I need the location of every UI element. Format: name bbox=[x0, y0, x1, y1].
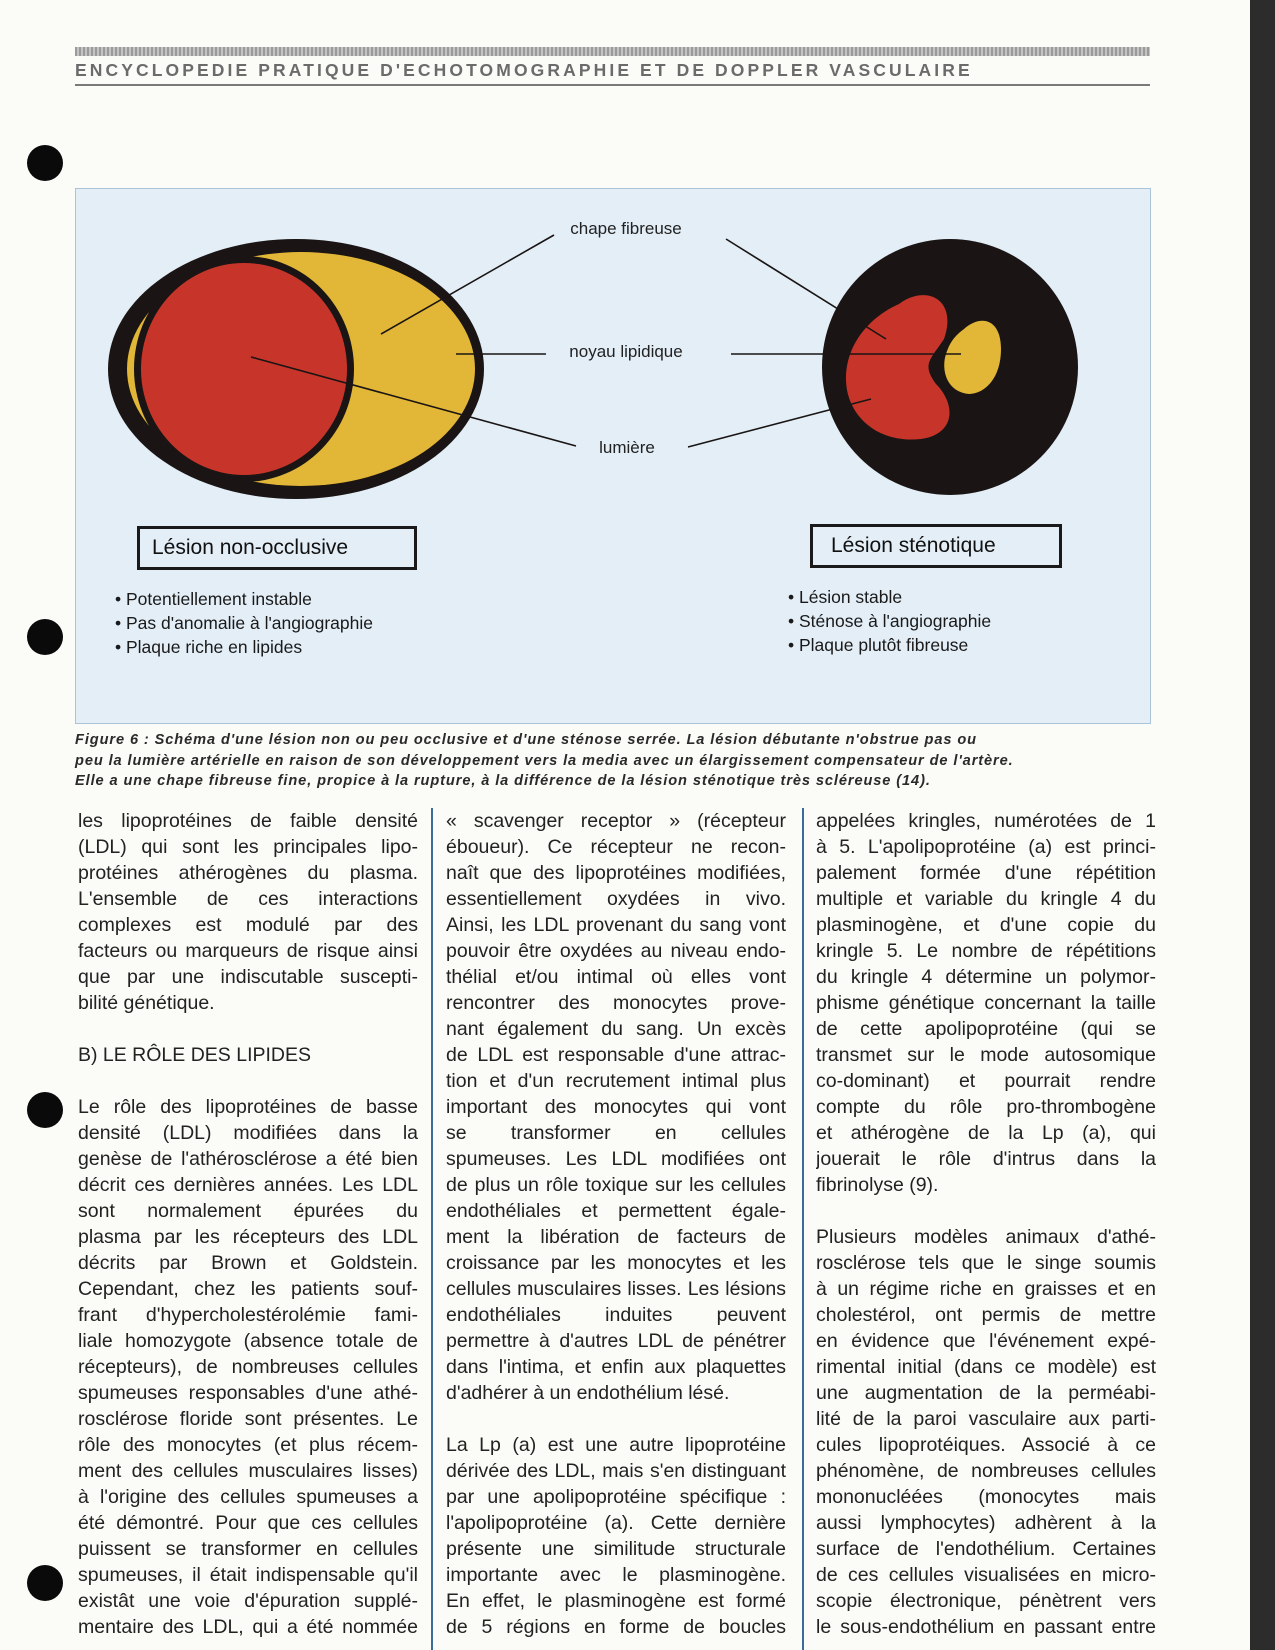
text-line: endothéliales induites peuvent bbox=[446, 1304, 786, 1326]
text-line: mononucléées (monocytes mais bbox=[816, 1486, 1156, 1508]
text-line: multiple et variable du kringle 4 du bbox=[816, 888, 1156, 910]
text-line: Ainsi, les LDL provenant du sang vont bbox=[446, 914, 786, 936]
text-line: décrit ces dernières années. Les LDL bbox=[78, 1174, 418, 1196]
text-line: palement formée d'une répétition bbox=[816, 862, 1156, 884]
text-line: se transformer en cellules bbox=[446, 1122, 786, 1144]
caption-line: Elle a une chape fibreuse fine, propice à la rupture, à la différence de la lésion sténotique très scléreuse (14). bbox=[75, 773, 931, 789]
text-line: rôle des monocytes (et plus récem- bbox=[78, 1434, 418, 1456]
text-line: plasma par les récepteurs des LDL bbox=[78, 1226, 418, 1248]
column-divider bbox=[802, 808, 804, 1650]
text-line: fibrinolyse (9). bbox=[816, 1174, 939, 1196]
text-line: endothéliales et permettent égale- bbox=[446, 1200, 786, 1222]
text-line: appelées kringles, numérotées de 1 bbox=[816, 810, 1156, 832]
text-line: thélial et/ou intimal où elles vont bbox=[446, 966, 786, 988]
text-line: du kringle 4 détermine un polymor- bbox=[816, 966, 1156, 988]
text-line: mentaire des LDL, qui a été nommée bbox=[78, 1616, 418, 1638]
text-column-2 bbox=[446, 808, 786, 1650]
text-line: frant d'hypercholestérolémie fami- bbox=[78, 1304, 418, 1326]
paragraph-gap bbox=[816, 1198, 1156, 1224]
text-line: protéines athérogènes du plasma. bbox=[78, 862, 418, 884]
running-header: ENCYCLOPEDIE PRATIQUE D'ECHOTOMOGRAPHIE ET DE DOPPLER VASCULAIRE bbox=[75, 60, 973, 80]
text-line: transmet sur le mode autosomique bbox=[816, 1044, 1156, 1066]
paragraph-gap bbox=[78, 1016, 418, 1042]
text-line: de plus un rôle toxique sur les cellules bbox=[446, 1174, 786, 1196]
text-line: que par une indiscutable suscepti- bbox=[78, 966, 418, 988]
text-line: Plusieurs modèles animaux d'athé- bbox=[816, 1226, 1156, 1248]
text-line: tion et d'un recrutement intimal plus bbox=[446, 1070, 786, 1092]
text-line: cholestérol, ont permis de mettre bbox=[816, 1304, 1156, 1326]
text-line: complexes est modulé par des bbox=[78, 914, 418, 936]
text-line: puissent se transformer en cellules bbox=[78, 1538, 418, 1560]
text-line: de LDL est responsable d'une attrac- bbox=[446, 1044, 786, 1066]
scan-edge bbox=[1250, 0, 1275, 1650]
bullet-item: • Lésion stable bbox=[788, 585, 991, 609]
text-line: le sous-endothélium en passant entre bbox=[816, 1616, 1156, 1638]
text-line: par une apolipoprotéine spécifique : bbox=[446, 1486, 786, 1508]
text-line: genèse de l'athérosclérose a été bien bbox=[78, 1148, 418, 1170]
text-line: en évidence que l'événement expé- bbox=[816, 1330, 1156, 1352]
text-line: ment la libération de facteurs de bbox=[446, 1226, 786, 1248]
text-line: pouvoir être oxydées au niveau endo- bbox=[446, 940, 786, 962]
text-line: L'ensemble de ces interactions bbox=[78, 888, 418, 910]
text-line: présente une similitude structurale bbox=[446, 1538, 786, 1560]
bullet-item: • Sténose à l'angiographie bbox=[788, 609, 991, 633]
text-line: La Lp (a) est une autre lipoprotéine bbox=[446, 1434, 786, 1456]
text-line: rosclérose floride sont présentes. Le bbox=[78, 1408, 418, 1430]
label-noyau-lipidique: noyau lipidique bbox=[569, 342, 683, 361]
text-line: spumeuses, il était indispensable qu'il bbox=[78, 1564, 418, 1586]
text-line: à 5. L'apolipoprotéine (a) est princi- bbox=[816, 836, 1156, 858]
text-line: permettre à d'autres LDL de pénétrer bbox=[446, 1330, 786, 1352]
text-line: facteurs ou marqueurs de risque ainsi bbox=[78, 940, 418, 962]
text-line: cules lipoprotéiques. Associé à ce bbox=[816, 1434, 1156, 1456]
text-line: de cette apolipoprotéine (qui se bbox=[816, 1018, 1156, 1040]
header-rule bbox=[75, 84, 1150, 86]
text-line: B) LE RÔLE DES LIPIDES bbox=[78, 1044, 312, 1066]
text-line: Le rôle des lipoprotéines de basse bbox=[78, 1096, 418, 1118]
text-line: rencontrer des monocytes prove- bbox=[446, 992, 786, 1014]
label-chape-fibreuse: chape fibreuse bbox=[570, 219, 682, 238]
text-line: essentiellement oxydées in vivo. bbox=[446, 888, 786, 910]
caption-line: peu la lumière artérielle en raison de son développement vers la media avec un élargissement compensateur de l'artère. bbox=[75, 752, 1014, 769]
text-line: décrits par Brown et Goldstein. bbox=[78, 1252, 418, 1274]
text-line: (LDL) qui sont les principales lipo- bbox=[78, 836, 418, 858]
bullet-item: • Potentiellement instable bbox=[115, 587, 373, 611]
text-line: une augmentation de la perméabi- bbox=[816, 1382, 1156, 1404]
text-line: croissance par les monocytes et les bbox=[446, 1252, 786, 1274]
text-line: aussi lymphocytes) adhèrent à la bbox=[816, 1512, 1156, 1534]
binder-hole bbox=[27, 619, 63, 655]
binder-hole bbox=[27, 1565, 63, 1601]
stenotic-title-box: Lésion sténotique bbox=[810, 524, 1062, 568]
binder-hole bbox=[27, 145, 63, 181]
text-line: rosclérose tels que le singe soumis bbox=[816, 1252, 1156, 1274]
stenotic-bullets bbox=[788, 585, 991, 657]
text-line: phénomène, de nombreuses cellules bbox=[816, 1460, 1156, 1482]
text-line: spumeuses. Les LDL modifiées ont bbox=[446, 1148, 786, 1170]
text-line: densité (LDL) modifiées dans la bbox=[78, 1122, 418, 1144]
nonocclusive-bullets bbox=[115, 587, 373, 659]
text-line: de 5 régions en forme de boucles bbox=[446, 1616, 786, 1638]
label-lumiere: lumière bbox=[599, 438, 655, 457]
text-line: kringle 5. Le nombre de répétitions bbox=[816, 940, 1156, 962]
text-line: scopie électronique, pénètrent vers bbox=[816, 1590, 1156, 1612]
text-line: dérivée des LDL, mais s'en distinguant bbox=[446, 1460, 786, 1482]
text-line: lité de la paroi vasculaire aux parti- bbox=[816, 1408, 1156, 1430]
binder-hole bbox=[27, 1092, 63, 1128]
text-line: cellules musculaires lisses. Les lésions bbox=[446, 1278, 786, 1300]
caption-line: Figure 6 : Schéma d'une lésion non ou peu occlusive et d'une sténose serrée. La lésion débutante n'obstrue pas ou bbox=[75, 732, 977, 748]
bullet-item: • Plaque riche en lipides bbox=[115, 635, 373, 659]
text-line: spumeuses responsables d'une athé- bbox=[78, 1382, 418, 1404]
text-line: co-dominant) et pourrait rendre bbox=[816, 1070, 1156, 1092]
text-line: Cependant, chez les patients souf- bbox=[78, 1278, 418, 1300]
paragraph-gap bbox=[78, 1068, 418, 1094]
text-line: récepteurs), de nombreuses cellules bbox=[78, 1356, 418, 1378]
text-line: dans l'intima, et enfin aux plaquettes bbox=[446, 1356, 786, 1378]
nonocclusive-title-box: Lésion non-occlusive bbox=[137, 526, 417, 570]
text-line: phisme génétique concernant la taille bbox=[816, 992, 1156, 1014]
text-line: bilité génétique. bbox=[78, 992, 215, 1014]
text-line: rimental initial (dans ce modèle) est bbox=[816, 1356, 1156, 1378]
text-line: naît que des lipoprotéines modifiées, bbox=[446, 862, 786, 884]
figure-caption bbox=[75, 730, 1155, 792]
text-line: existât une voie d'épuration supplé- bbox=[78, 1590, 418, 1612]
figure-6 bbox=[75, 188, 1151, 724]
text-column-3 bbox=[816, 808, 1156, 1650]
text-line: l'apolipoprotéine (a). Cette dernière bbox=[446, 1512, 786, 1534]
text-line: à un régime riche en graisses et en bbox=[816, 1278, 1156, 1300]
text-line: liale homozygote (absence totale de bbox=[78, 1330, 418, 1352]
text-line: de ces cellules visualisées en micro- bbox=[816, 1564, 1156, 1586]
text-line: sont normalement épurées du bbox=[78, 1200, 418, 1222]
text-line: été démontré. Pour que ces cellules bbox=[78, 1512, 418, 1534]
text-line: En effet, le plasminogène est formé bbox=[446, 1590, 786, 1612]
text-line: d'adhérer à un endothélium lésé. bbox=[446, 1382, 730, 1404]
lumen-nonocclusive bbox=[141, 263, 347, 475]
text-line: les lipoprotéines de faible densité bbox=[78, 810, 418, 832]
text-line: plasminogène, et d'une copie du bbox=[816, 914, 1156, 936]
text-line: et athérogène de la Lp (a), qui bbox=[816, 1122, 1156, 1144]
bullet-item: • Plaque plutôt fibreuse bbox=[788, 633, 991, 657]
text-line: éboueur). Ce récepteur ne recon- bbox=[446, 836, 786, 858]
text-line: importante avec le plasminogène. bbox=[446, 1564, 786, 1586]
text-line: « scavenger receptor » (récepteur bbox=[446, 810, 786, 832]
text-line: ment des cellules musculaires lisses) bbox=[78, 1460, 418, 1482]
text-column-1 bbox=[78, 808, 418, 1650]
paragraph-gap bbox=[446, 1406, 786, 1432]
text-line: important des monocytes qui vont bbox=[446, 1096, 786, 1118]
text-line: nant également du sang. Un excès bbox=[446, 1018, 786, 1040]
text-line: surface de l'endothélium. Certaines bbox=[816, 1538, 1156, 1560]
text-line: compte du rôle pro-thrombogène bbox=[816, 1096, 1156, 1118]
column-divider bbox=[431, 808, 433, 1650]
text-line: à l'origine des cellules spumeuses a bbox=[78, 1486, 418, 1508]
header-bar bbox=[75, 47, 1150, 56]
text-line: jouerait le rôle d'intrus dans la bbox=[816, 1148, 1156, 1170]
bullet-item: • Pas d'anomalie à l'angiographie bbox=[115, 611, 373, 635]
